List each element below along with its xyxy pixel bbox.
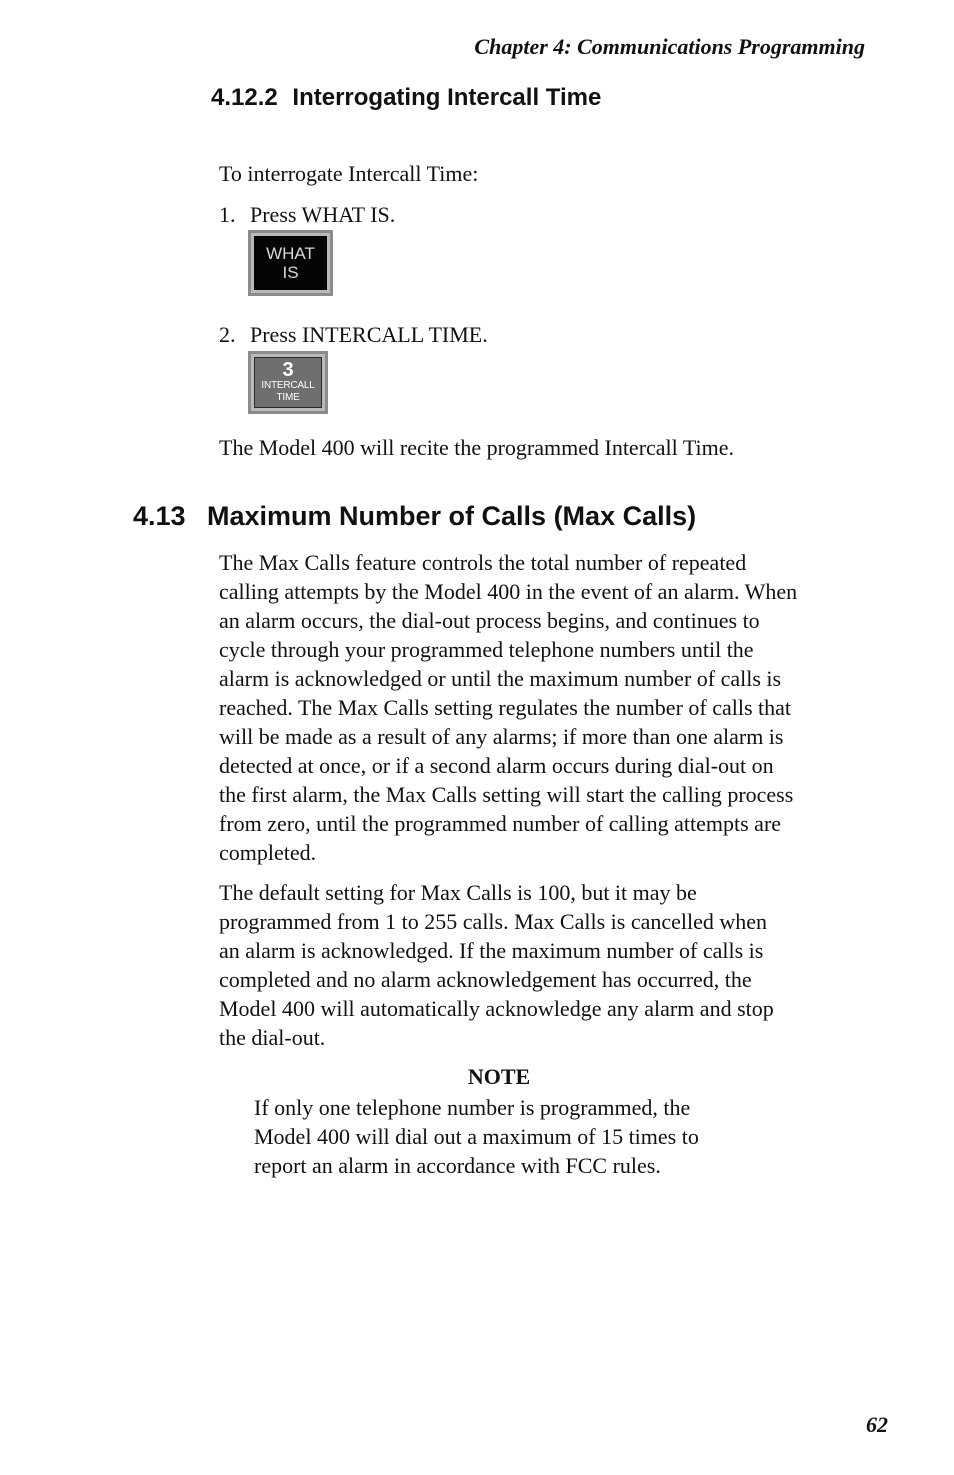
max-calls-paragraph-2 — [219, 878, 869, 1052]
what-is-key — [248, 230, 333, 296]
note-title: NOTE — [467, 1064, 531, 1089]
max-calls-paragraph-1 — [219, 548, 869, 867]
note-line: Model 400 will dial out a maximum of 15 times to — [254, 1124, 699, 1149]
paragraph-line: alarm is acknowledged or until the maximum number of calls is — [219, 666, 782, 691]
note-line: report an alarm in accordance with FCC rules. — [254, 1153, 661, 1178]
section-title: Maximum Number of Calls (Max Calls) — [207, 501, 697, 531]
step-text: Press WHAT IS. — [250, 202, 396, 227]
section-number: 4.13 — [133, 501, 186, 531]
key-label-line1: INTERCALL — [261, 380, 315, 391]
key-label-line2: IS — [282, 263, 299, 282]
paragraph-line: from zero, until the programmed number of calling attempts are — [219, 811, 782, 836]
paragraph-line: completed and no alarm acknowledgement has occurred, the — [219, 967, 752, 992]
paragraph-line: reached. The Max Calls setting regulates the number of calls that — [219, 695, 792, 720]
paragraph-line: The default setting for Max Calls is 100, but it may be — [219, 880, 697, 905]
intro-text: To interrogate Intercall Time: — [219, 161, 479, 186]
paragraph-line: completed. — [219, 840, 317, 865]
paragraph-line: detected at once, or if a second alarm occurs during dial-out on — [219, 753, 774, 778]
step-1 — [219, 200, 395, 229]
paragraph-line: The Max Calls feature controls the total number of repeated — [219, 550, 747, 575]
key-label-line1: WHAT — [266, 244, 315, 263]
running-header: Chapter 4: Communications Programming — [474, 34, 865, 59]
note-line: If only one telephone number is programmed, the — [254, 1095, 691, 1120]
paragraph-line: the first alarm, the Max Calls setting will start the calling process — [219, 782, 794, 807]
paragraph-line: cycle through your programmed telephone numbers until the — [219, 637, 754, 662]
section-heading-4-12-2 — [211, 84, 601, 112]
step-2 — [219, 320, 488, 349]
intercall-time-key — [248, 351, 328, 414]
result-text: The Model 400 will recite the programmed Intercall Time. — [219, 435, 735, 460]
intercall-time-key-face — [254, 357, 322, 408]
key-label-line2: TIME — [276, 392, 300, 403]
section-number: 4.12.2 — [211, 84, 278, 111]
paragraph-line: the dial-out. — [219, 1025, 326, 1050]
paragraph-line: will be made as a result of any alarms; if more than one alarm is — [219, 724, 784, 749]
paragraph-line: calling attempts by the Model 400 in the event of an alarm. When — [219, 579, 798, 604]
section-heading-4-13 — [133, 501, 696, 532]
note-body — [254, 1093, 699, 1180]
step-text: Press INTERCALL TIME. — [250, 322, 488, 347]
paragraph-line: Model 400 will automatically acknowledge any alarm and stop — [219, 996, 774, 1021]
what-is-key-face — [254, 236, 327, 290]
key-digit: 3 — [282, 359, 294, 381]
paragraph-line: programmed from 1 to 255 calls. Max Calls is cancelled when — [219, 909, 768, 934]
step-number: 1. — [219, 202, 236, 227]
page-number: 62 — [866, 1412, 888, 1437]
paragraph-line: an alarm is acknowledged. If the maximum number of calls is — [219, 938, 764, 963]
paragraph-line: an alarm occurs, the dial-out process begins, and continues to — [219, 608, 760, 633]
section-title: Interrogating Intercall Time — [292, 84, 602, 111]
step-number: 2. — [219, 322, 236, 347]
